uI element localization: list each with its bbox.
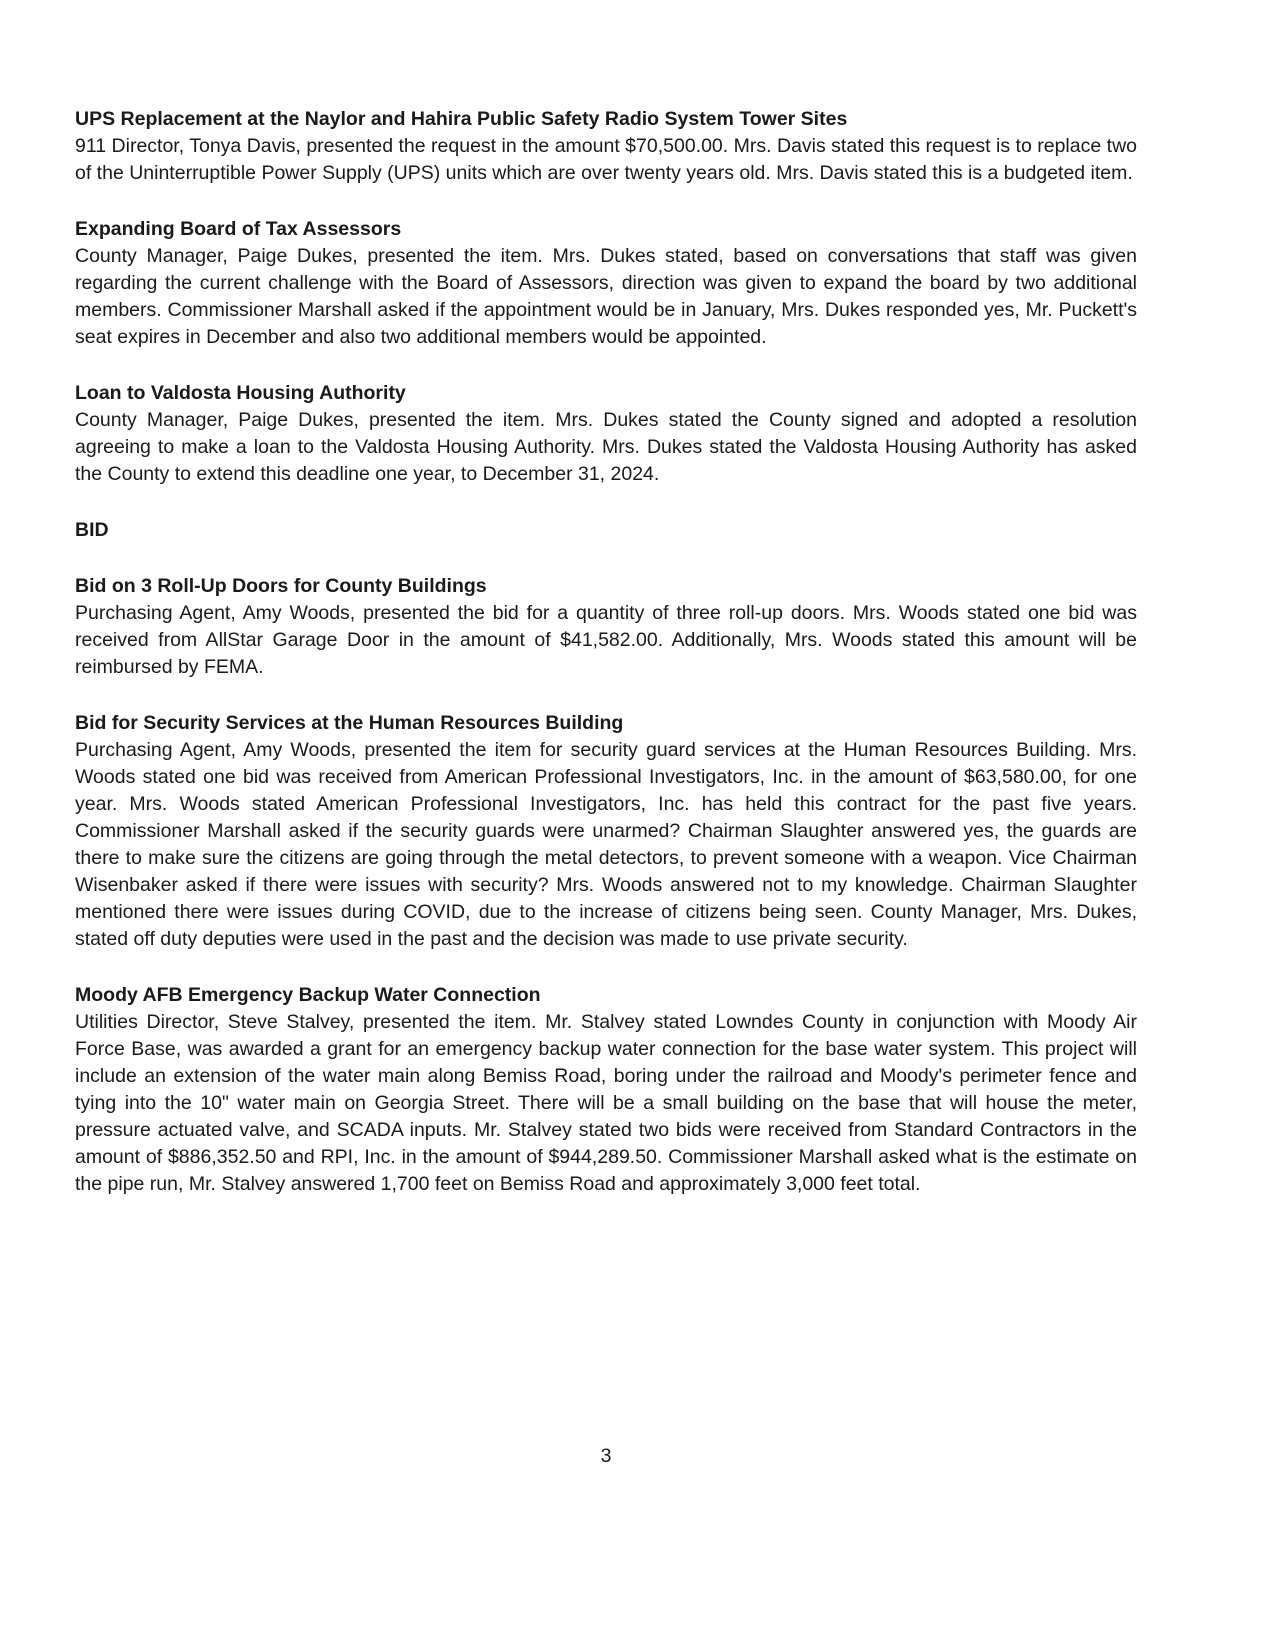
section-body: County Manager, Paige Dukes, presented the item. Mrs. Dukes stated, based on conversations that staff was given regarding the current challenge with the Board of Assessors, direction was given to expand the board by two additional members. Commissioner Marshall asked if the appointment would be in January, Mrs. Dukes responded yes, Mr. Puckett's seat expires in December and also two additional members would be appointed. xyxy=(75,245,1137,348)
section-heading: Expanding Board of Tax Assessors xyxy=(75,218,402,240)
section-heading: Bid for Security Services at the Human Resources Building xyxy=(75,712,624,734)
section-heading: Loan to Valdosta Housing Authority xyxy=(75,382,406,404)
section-bid-header xyxy=(75,517,1137,544)
section-ups-replacement xyxy=(75,106,1137,187)
section-moody-afb-water xyxy=(75,982,1137,1198)
section-expanding-board xyxy=(75,216,1137,351)
section-body: Purchasing Agent, Amy Woods, presented the bid for a quantity of three roll-up doors. Mrs. Woods stated one bid was received from AllStar Garage Door in the amount of $41,582.00. Additionally, Mrs. Woods stated this amount will be reimbursed by FEMA. xyxy=(75,602,1137,678)
section-heading: BID xyxy=(75,519,109,541)
section-loan-housing-authority xyxy=(75,380,1137,488)
section-roll-up-doors xyxy=(75,573,1137,681)
document-content xyxy=(75,106,1137,1227)
section-heading: Bid on 3 Roll-Up Doors for County Buildings xyxy=(75,575,487,597)
section-heading: Moody AFB Emergency Backup Water Connection xyxy=(75,984,541,1006)
section-body: 911 Director, Tonya Davis, presented the request in the amount $70,500.00. Mrs. Davis stated this request is to replace two of the Uninterruptible Power Supply (UPS) units which are over twenty years old. Mrs. Davis stated this is a budgeted item. xyxy=(75,135,1137,184)
section-security-services xyxy=(75,710,1137,953)
section-heading: UPS Replacement at the Naylor and Hahira Public Safety Radio System Tower Sites xyxy=(75,108,848,130)
page-number: 3 xyxy=(600,1445,612,1467)
section-body: Purchasing Agent, Amy Woods, presented the item for security guard services at the Human Resources Building. Mrs. Woods stated one bid was received from American Professional Investigators, Inc. in the amount of $63,580.00, for one year. Mrs. Woods stated American Professional Investigators, Inc. has held this contract for the past five years. Commissioner Marshall asked if the security guards were unarmed? Chairman Slaughter answered yes, the guards are there to make sure the citizens are going through the metal detectors, to prevent someone with a weapon. Vice Chairman Wisenbaker asked if there were issues with security? Mrs. Woods answered not to my knowledge. Chairman Slaughter mentioned there were issues during COVID, due to the increase of citizens being seen. County Manager, Mrs. Dukes, stated off duty deputies were used in the past and the decision was made to use private security. xyxy=(75,739,1137,950)
section-body: Utilities Director, Steve Stalvey, presented the item. Mr. Stalvey stated Lowndes County in conjunction with Moody Air Force Base, was awarded a grant for an emergency backup water connection for the base water system. This project will include an extension of the water main along Bemiss Road, boring under the railroad and Moody's perimeter fence and tying into the 10" water main on Georgia Street. There will be a small building on the base that will house the meter, pressure actuated valve, and SCADA inputs. Mr. Stalvey stated two bids were received from Standard Contractors in the amount of $886,352.50 and RPI, Inc. in the amount of $944,289.50. Commissioner Marshall asked what is the estimate on the pipe run, Mr. Stalvey answered 1,700 feet on Bemiss Road and approximately 3,000 feet total. xyxy=(75,1011,1137,1195)
section-body: County Manager, Paige Dukes, presented the item. Mrs. Dukes stated the County signed and adopted a resolution agreeing to make a loan to the Valdosta Housing Authority. Mrs. Dukes stated the Valdosta Housing Authority has asked the County to extend this deadline one year, to December 31, 2024. xyxy=(75,409,1137,485)
